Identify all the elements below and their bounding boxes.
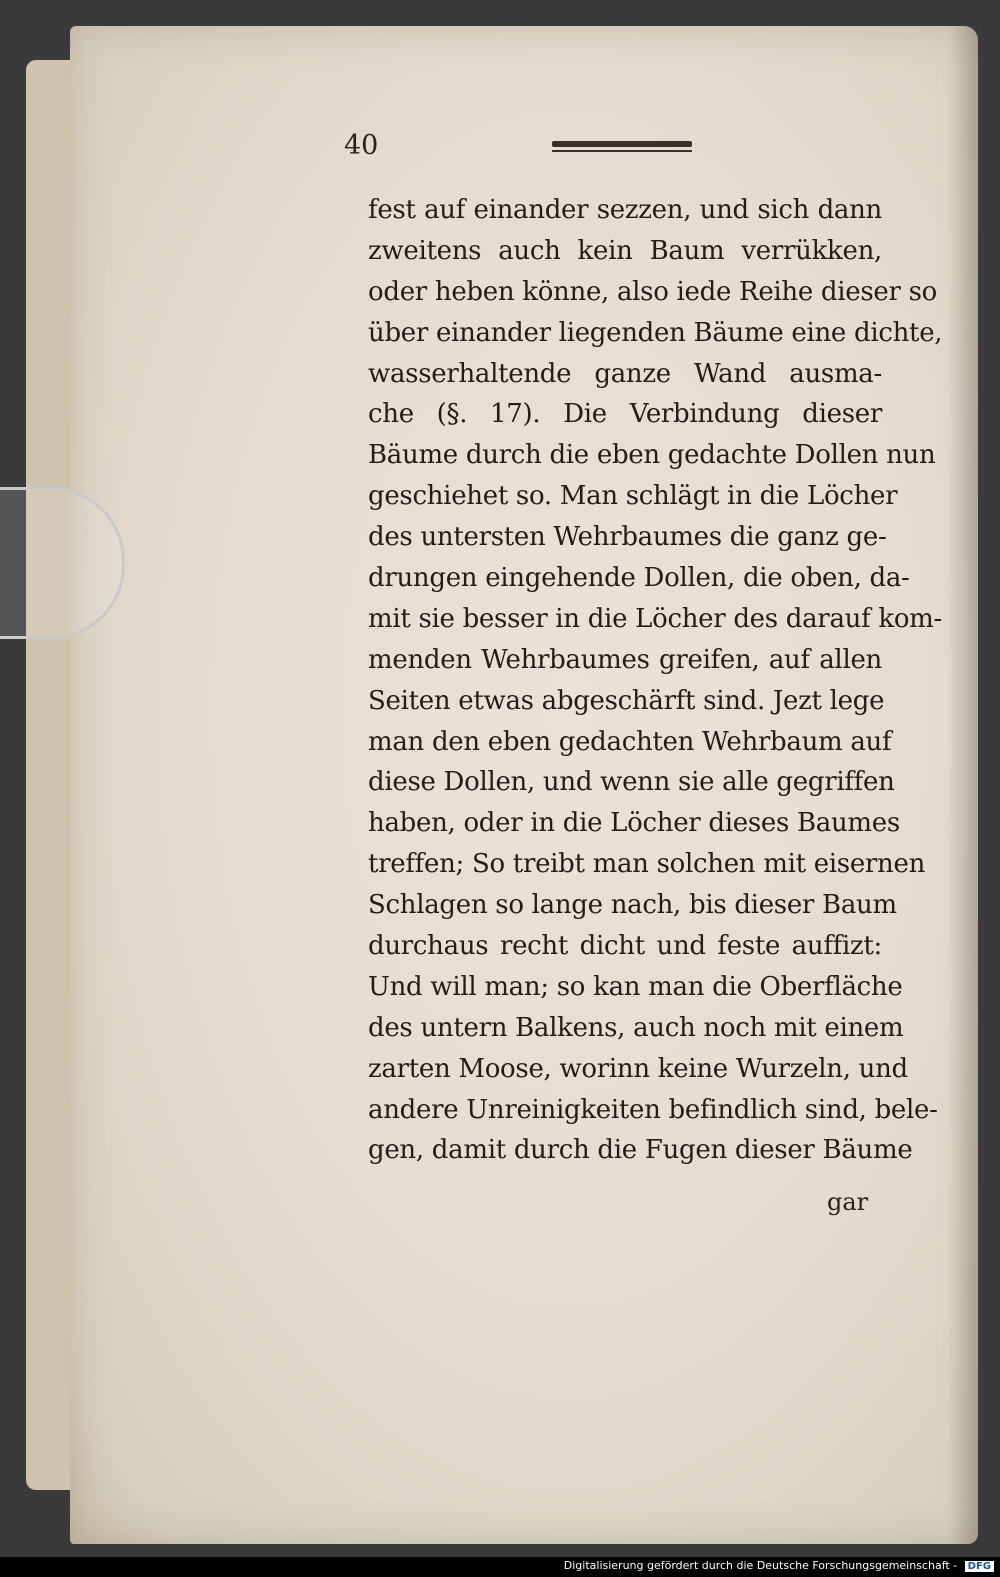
body-text — [368, 190, 943, 1171]
footer-credit-text: Digitalisierung gefördert durch die Deutsche Forschungsgemeinschaft - — [563, 1559, 958, 1572]
text-line: gen, damit durch die Fugen dieser Bäume — [368, 1135, 913, 1166]
catchword: gar — [827, 1188, 869, 1216]
text-line: haben, oder in die Löcher dieses Baumes — [368, 808, 900, 839]
header-rule-thin — [552, 150, 692, 152]
text-line: über einander liegenden Bäume eine dichte, — [368, 317, 943, 348]
text-line: mit sie besser in die Löcher des darauf kom- — [368, 603, 943, 634]
page-gutter-shadow — [948, 26, 978, 1544]
text-line: durchaus recht dicht und feste auffizt: — [368, 931, 882, 962]
header-rule — [552, 141, 692, 147]
text-line: andere Unreinigkeiten befindlich sind, bele- — [368, 1094, 938, 1125]
text-line: Schlagen so lange nach, bis dieser Baum — [368, 890, 897, 921]
text-line: Seiten etwas abgeschärft sind. Jezt lege — [368, 685, 885, 716]
page-number: 40 — [344, 130, 379, 161]
text-line: Bäume durch die eben gedachte Dollen nun — [368, 440, 936, 471]
text-line: zarten Moose, worinn keine Wurzeln, und — [368, 1053, 908, 1084]
text-line: menden Wehrbaumes greifen, auf allen — [368, 644, 882, 675]
text-line: des untern Balkens, auch noch mit einem — [368, 1012, 904, 1043]
text-line: treffen; So treibt man solchen mit eisernen — [368, 849, 926, 880]
text-line: geschiehet so. Man schlägt in die Löcher — [368, 481, 898, 512]
text-line: wasserhaltende ganze Wand ausma- — [368, 358, 882, 389]
text-line: man den eben gedachten Wehrbaum auf — [368, 726, 892, 757]
text-line: Und will man; so kan man die Oberfläche — [368, 971, 903, 1002]
dfg-logo: DFG — [965, 1561, 994, 1572]
text-line: des untersten Wehrbaumes die ganz ge- — [368, 522, 887, 553]
text-line: che (§. 17). Die Verbindung dieser — [368, 399, 882, 430]
text-line: drungen eingehende Dollen, die oben, da- — [368, 563, 910, 594]
footer-credit — [564, 1559, 994, 1572]
text-line: zweitens auch kein Baum verrükken, — [368, 235, 882, 266]
text-line: diese Dollen, und wenn sie alle gegriffen — [368, 767, 895, 798]
text-line: oder heben könne, also iede Reihe dieser so — [368, 276, 937, 307]
text-line: fest auf einander sezzen, und sich dann — [368, 195, 882, 225]
